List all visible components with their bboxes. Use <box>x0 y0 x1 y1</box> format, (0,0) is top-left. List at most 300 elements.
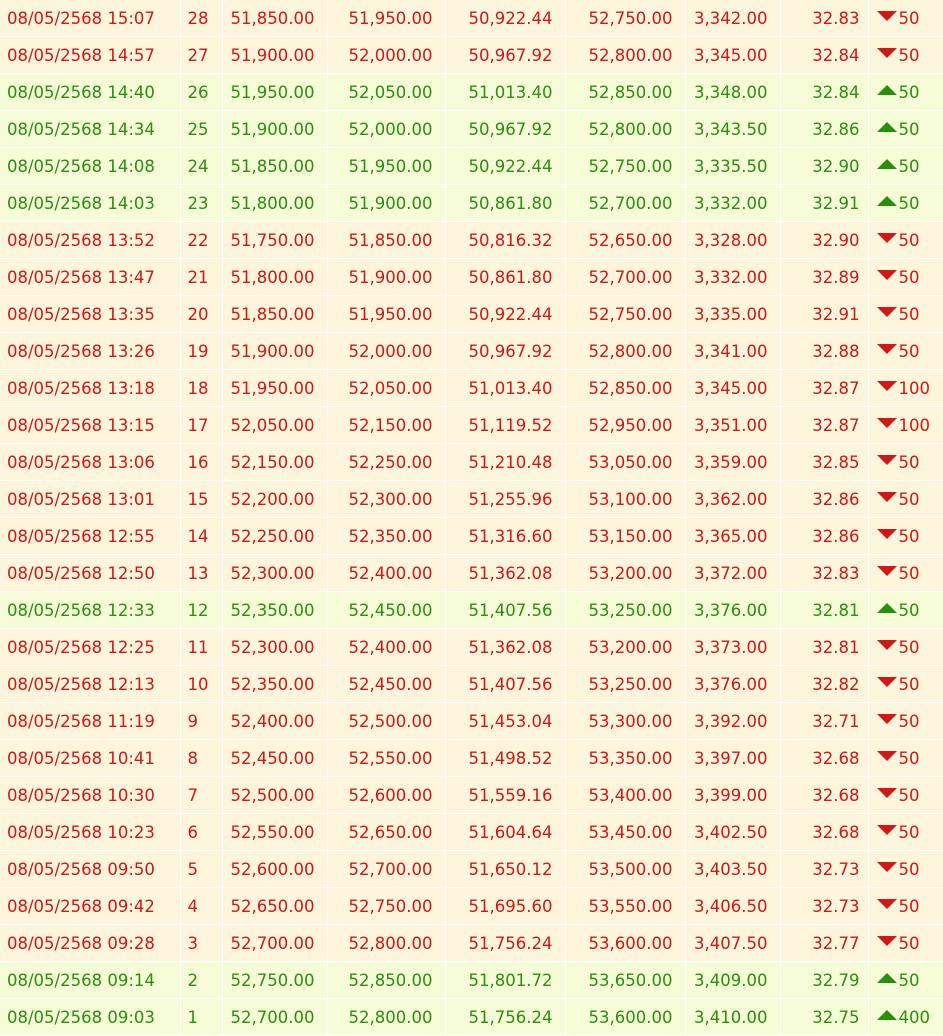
round-cell: 24 <box>180 148 222 185</box>
change-value: 50 <box>898 193 920 213</box>
price-cell-1: 52,700.00 <box>222 999 327 1036</box>
triangle-down-icon <box>877 825 897 835</box>
rate-cell: 32.86 <box>780 481 868 518</box>
round-cell: 7 <box>180 777 222 814</box>
price-cell-1: 52,700.00 <box>222 925 327 962</box>
triangle-down-icon <box>877 270 897 280</box>
datetime-cell: 08/05/2568 14:03 <box>0 185 180 222</box>
price-cell-2: 52,150.00 <box>327 407 445 444</box>
price-cell-4: 53,200.00 <box>565 629 685 666</box>
rate-cell: 32.83 <box>780 555 868 592</box>
round-cell: 25 <box>180 111 222 148</box>
change-value: 50 <box>898 563 920 583</box>
price-cell-1: 51,850.00 <box>222 296 327 333</box>
round-cell: 23 <box>180 185 222 222</box>
price-cell-2: 52,450.00 <box>327 592 445 629</box>
price-cell-2: 52,350.00 <box>327 518 445 555</box>
change-cell <box>868 703 943 740</box>
price-cell-1: 51,750.00 <box>222 222 327 259</box>
price-cell-3: 51,453.04 <box>445 703 565 740</box>
price-cell-3: 51,210.48 <box>445 444 565 481</box>
rate-cell: 32.75 <box>780 999 868 1036</box>
price-cell-4: 53,600.00 <box>565 999 685 1036</box>
rate-cell: 32.73 <box>780 851 868 888</box>
triangle-up-icon <box>877 122 897 132</box>
change-cell <box>868 962 943 999</box>
table-row <box>0 296 943 333</box>
rate-cell: 32.71 <box>780 703 868 740</box>
price-cell-1: 52,500.00 <box>222 777 327 814</box>
price-cell-1: 52,250.00 <box>222 518 327 555</box>
datetime-cell: 08/05/2568 14:40 <box>0 74 180 111</box>
price-cell-2: 51,900.00 <box>327 185 445 222</box>
price-cell-3: 51,604.64 <box>445 814 565 851</box>
price-cell-5: 3,365.00 <box>685 518 780 555</box>
datetime-cell: 08/05/2568 13:47 <box>0 259 180 296</box>
price-cell-1: 52,750.00 <box>222 962 327 999</box>
price-cell-4: 53,300.00 <box>565 703 685 740</box>
price-cell-3: 50,922.44 <box>445 148 565 185</box>
datetime-cell: 08/05/2568 12:25 <box>0 629 180 666</box>
table-row <box>0 777 943 814</box>
change-value: 50 <box>898 156 920 176</box>
rate-cell: 32.91 <box>780 185 868 222</box>
price-cell-1: 52,450.00 <box>222 740 327 777</box>
price-cell-2: 52,450.00 <box>327 666 445 703</box>
table-row <box>0 703 943 740</box>
change-cell <box>868 999 943 1036</box>
price-cell-1: 51,800.00 <box>222 185 327 222</box>
datetime-cell: 08/05/2568 15:07 <box>0 0 180 37</box>
datetime-cell: 08/05/2568 12:13 <box>0 666 180 703</box>
price-cell-2: 51,900.00 <box>327 259 445 296</box>
table-row <box>0 481 943 518</box>
price-cell-5: 3,372.00 <box>685 555 780 592</box>
round-cell: 28 <box>180 0 222 37</box>
change-value: 50 <box>898 304 920 324</box>
rate-cell: 32.89 <box>780 259 868 296</box>
table-row <box>0 407 943 444</box>
rate-cell: 32.85 <box>780 444 868 481</box>
datetime-cell: 08/05/2568 09:14 <box>0 962 180 999</box>
price-cell-5: 3,335.50 <box>685 148 780 185</box>
datetime-cell: 08/05/2568 12:33 <box>0 592 180 629</box>
rate-cell: 32.88 <box>780 333 868 370</box>
price-cell-1: 51,850.00 <box>222 0 327 37</box>
price-cell-4: 53,250.00 <box>565 592 685 629</box>
price-cell-4: 52,800.00 <box>565 111 685 148</box>
change-cell <box>868 370 943 407</box>
price-cell-3: 50,967.92 <box>445 333 565 370</box>
change-value: 50 <box>898 970 920 990</box>
change-value: 50 <box>898 526 920 546</box>
datetime-cell: 08/05/2568 10:23 <box>0 814 180 851</box>
change-value: 50 <box>898 230 920 250</box>
price-cell-3: 50,922.44 <box>445 296 565 333</box>
price-cell-5: 3,403.50 <box>685 851 780 888</box>
price-cell-3: 51,362.08 <box>445 629 565 666</box>
change-cell <box>868 185 943 222</box>
round-cell: 20 <box>180 296 222 333</box>
datetime-cell: 08/05/2568 10:41 <box>0 740 180 777</box>
triangle-up-icon <box>877 973 897 983</box>
datetime-cell: 08/05/2568 09:03 <box>0 999 180 1036</box>
triangle-down-icon <box>877 48 897 58</box>
price-cell-2: 51,950.00 <box>327 296 445 333</box>
rate-cell: 32.87 <box>780 370 868 407</box>
rate-cell: 32.81 <box>780 629 868 666</box>
triangle-down-icon <box>877 307 897 317</box>
round-cell: 2 <box>180 962 222 999</box>
change-value: 50 <box>898 82 920 102</box>
round-cell: 6 <box>180 814 222 851</box>
triangle-down-icon <box>877 455 897 465</box>
triangle-up-icon <box>877 85 897 95</box>
price-cell-3: 51,650.12 <box>445 851 565 888</box>
change-cell <box>868 111 943 148</box>
datetime-cell: 08/05/2568 10:30 <box>0 777 180 814</box>
price-cell-4: 53,400.00 <box>565 777 685 814</box>
datetime-cell: 08/05/2568 14:08 <box>0 148 180 185</box>
triangle-down-icon <box>877 751 897 761</box>
change-value: 50 <box>898 711 920 731</box>
price-cell-2: 52,600.00 <box>327 777 445 814</box>
price-cell-5: 3,406.50 <box>685 888 780 925</box>
price-cell-1: 51,900.00 <box>222 333 327 370</box>
table-row <box>0 111 943 148</box>
price-cell-2: 52,000.00 <box>327 37 445 74</box>
price-cell-5: 3,335.00 <box>685 296 780 333</box>
price-cell-5: 3,373.00 <box>685 629 780 666</box>
price-cell-4: 53,250.00 <box>565 666 685 703</box>
round-cell: 4 <box>180 888 222 925</box>
round-cell: 8 <box>180 740 222 777</box>
change-cell <box>868 851 943 888</box>
price-cell-2: 52,800.00 <box>327 999 445 1036</box>
round-cell: 11 <box>180 629 222 666</box>
triangle-up-icon <box>877 196 897 206</box>
change-value: 50 <box>898 748 920 768</box>
price-cell-5: 3,399.00 <box>685 777 780 814</box>
price-cell-3: 51,801.72 <box>445 962 565 999</box>
price-cell-5: 3,376.00 <box>685 592 780 629</box>
triangle-up-icon <box>877 159 897 169</box>
table-row <box>0 814 943 851</box>
price-cell-2: 52,850.00 <box>327 962 445 999</box>
datetime-cell: 08/05/2568 13:15 <box>0 407 180 444</box>
price-cell-1: 52,350.00 <box>222 666 327 703</box>
change-value: 50 <box>898 267 920 287</box>
round-cell: 10 <box>180 666 222 703</box>
price-cell-1: 51,900.00 <box>222 37 327 74</box>
datetime-cell: 08/05/2568 13:18 <box>0 370 180 407</box>
change-value: 100 <box>898 415 930 435</box>
change-cell <box>868 37 943 74</box>
change-value: 100 <box>898 378 930 398</box>
round-cell: 17 <box>180 407 222 444</box>
price-cell-5: 3,351.00 <box>685 407 780 444</box>
datetime-cell: 08/05/2568 13:06 <box>0 444 180 481</box>
rate-cell: 32.82 <box>780 666 868 703</box>
change-value: 50 <box>898 119 920 139</box>
price-cell-3: 50,922.44 <box>445 0 565 37</box>
price-cell-4: 53,450.00 <box>565 814 685 851</box>
change-value: 50 <box>898 933 920 953</box>
change-cell <box>868 148 943 185</box>
change-cell <box>868 592 943 629</box>
price-cell-3: 51,498.52 <box>445 740 565 777</box>
table-row <box>0 333 943 370</box>
price-cell-3: 51,756.24 <box>445 999 565 1036</box>
triangle-down-icon <box>877 640 897 650</box>
change-cell <box>868 814 943 851</box>
price-cell-3: 50,967.92 <box>445 111 565 148</box>
price-cell-4: 52,800.00 <box>565 333 685 370</box>
triangle-down-icon <box>877 11 897 21</box>
change-cell <box>868 259 943 296</box>
round-cell: 21 <box>180 259 222 296</box>
table-row <box>0 259 943 296</box>
price-cell-4: 52,850.00 <box>565 370 685 407</box>
round-cell: 12 <box>180 592 222 629</box>
table-row <box>0 222 943 259</box>
change-value: 50 <box>898 785 920 805</box>
change-value: 50 <box>898 637 920 657</box>
price-cell-2: 52,550.00 <box>327 740 445 777</box>
datetime-cell: 08/05/2568 09:42 <box>0 888 180 925</box>
change-cell <box>868 0 943 37</box>
table-row <box>0 666 943 703</box>
price-cell-1: 52,050.00 <box>222 407 327 444</box>
price-cell-5: 3,343.50 <box>685 111 780 148</box>
price-cell-5: 3,410.00 <box>685 999 780 1036</box>
table-row <box>0 962 943 999</box>
price-cell-4: 53,200.00 <box>565 555 685 592</box>
price-cell-2: 52,750.00 <box>327 888 445 925</box>
price-cell-2: 52,700.00 <box>327 851 445 888</box>
price-cell-1: 52,150.00 <box>222 444 327 481</box>
price-cell-4: 53,650.00 <box>565 962 685 999</box>
price-cell-4: 52,700.00 <box>565 185 685 222</box>
price-cell-2: 51,950.00 <box>327 0 445 37</box>
price-cell-5: 3,359.00 <box>685 444 780 481</box>
price-cell-3: 51,316.60 <box>445 518 565 555</box>
triangle-down-icon <box>877 862 897 872</box>
rate-cell: 32.83 <box>780 0 868 37</box>
triangle-down-icon <box>877 788 897 798</box>
change-value: 50 <box>898 600 920 620</box>
price-cell-4: 52,650.00 <box>565 222 685 259</box>
rate-cell: 32.73 <box>780 888 868 925</box>
rate-cell: 32.68 <box>780 777 868 814</box>
price-cell-3: 50,816.32 <box>445 222 565 259</box>
price-cell-4: 52,750.00 <box>565 0 685 37</box>
table-row <box>0 0 943 37</box>
change-value: 400 <box>898 1007 930 1027</box>
price-cell-3: 51,407.56 <box>445 666 565 703</box>
price-cell-2: 52,300.00 <box>327 481 445 518</box>
price-cell-2: 52,400.00 <box>327 629 445 666</box>
price-cell-4: 52,800.00 <box>565 37 685 74</box>
price-cell-4: 52,850.00 <box>565 74 685 111</box>
price-cell-2: 52,250.00 <box>327 444 445 481</box>
rate-cell: 32.90 <box>780 222 868 259</box>
price-cell-1: 52,300.00 <box>222 555 327 592</box>
table-row <box>0 37 943 74</box>
rate-cell: 32.87 <box>780 407 868 444</box>
price-cell-3: 51,013.40 <box>445 370 565 407</box>
change-cell <box>868 74 943 111</box>
change-cell <box>868 740 943 777</box>
price-cell-1: 52,650.00 <box>222 888 327 925</box>
price-cell-3: 51,362.08 <box>445 555 565 592</box>
change-value: 50 <box>898 45 920 65</box>
triangle-down-icon <box>877 566 897 576</box>
change-cell <box>868 518 943 555</box>
price-cell-4: 53,050.00 <box>565 444 685 481</box>
datetime-cell: 08/05/2568 14:34 <box>0 111 180 148</box>
datetime-cell: 08/05/2568 13:35 <box>0 296 180 333</box>
change-value: 50 <box>898 8 920 28</box>
round-cell: 5 <box>180 851 222 888</box>
round-cell: 18 <box>180 370 222 407</box>
table-row <box>0 555 943 592</box>
price-cell-5: 3,328.00 <box>685 222 780 259</box>
price-cell-2: 52,050.00 <box>327 370 445 407</box>
triangle-down-icon <box>877 418 897 428</box>
price-cell-5: 3,407.50 <box>685 925 780 962</box>
price-cell-3: 51,255.96 <box>445 481 565 518</box>
price-cell-1: 52,200.00 <box>222 481 327 518</box>
price-cell-2: 52,000.00 <box>327 333 445 370</box>
table-row <box>0 740 943 777</box>
price-cell-5: 3,348.00 <box>685 74 780 111</box>
table-row <box>0 370 943 407</box>
price-cell-1: 51,950.00 <box>222 74 327 111</box>
triangle-down-icon <box>877 381 897 391</box>
price-cell-3: 51,756.24 <box>445 925 565 962</box>
change-cell <box>868 481 943 518</box>
datetime-cell: 08/05/2568 12:55 <box>0 518 180 555</box>
triangle-down-icon <box>877 344 897 354</box>
price-cell-1: 52,600.00 <box>222 851 327 888</box>
round-cell: 14 <box>180 518 222 555</box>
change-cell <box>868 296 943 333</box>
price-cell-4: 53,550.00 <box>565 888 685 925</box>
rate-cell: 32.81 <box>780 592 868 629</box>
change-value: 50 <box>898 489 920 509</box>
triangle-down-icon <box>877 714 897 724</box>
change-value: 50 <box>898 674 920 694</box>
price-cell-1: 51,950.00 <box>222 370 327 407</box>
triangle-down-icon <box>877 233 897 243</box>
triangle-up-icon <box>877 603 897 613</box>
rate-cell: 32.68 <box>780 814 868 851</box>
datetime-cell: 08/05/2568 09:50 <box>0 851 180 888</box>
price-cell-5: 3,345.00 <box>685 37 780 74</box>
triangle-down-icon <box>877 899 897 909</box>
change-value: 50 <box>898 859 920 879</box>
round-cell: 3 <box>180 925 222 962</box>
rate-cell: 32.91 <box>780 296 868 333</box>
price-cell-2: 52,800.00 <box>327 925 445 962</box>
table-row <box>0 444 943 481</box>
price-cell-4: 53,100.00 <box>565 481 685 518</box>
price-cell-5: 3,409.00 <box>685 962 780 999</box>
price-cell-5: 3,397.00 <box>685 740 780 777</box>
price-cell-2: 52,500.00 <box>327 703 445 740</box>
price-cell-5: 3,341.00 <box>685 333 780 370</box>
price-cell-2: 52,650.00 <box>327 814 445 851</box>
table-row <box>0 888 943 925</box>
price-cell-3: 50,861.80 <box>445 185 565 222</box>
price-cell-4: 53,350.00 <box>565 740 685 777</box>
rate-cell: 32.86 <box>780 518 868 555</box>
triangle-down-icon <box>877 492 897 502</box>
price-cell-4: 53,500.00 <box>565 851 685 888</box>
change-cell <box>868 407 943 444</box>
round-cell: 13 <box>180 555 222 592</box>
change-cell <box>868 333 943 370</box>
round-cell: 22 <box>180 222 222 259</box>
datetime-cell: 08/05/2568 13:52 <box>0 222 180 259</box>
datetime-cell: 08/05/2568 13:01 <box>0 481 180 518</box>
round-cell: 16 <box>180 444 222 481</box>
datetime-cell: 08/05/2568 14:57 <box>0 37 180 74</box>
change-value: 50 <box>898 822 920 842</box>
change-cell <box>868 222 943 259</box>
price-cell-1: 52,300.00 <box>222 629 327 666</box>
price-cell-3: 51,695.60 <box>445 888 565 925</box>
price-cell-3: 51,013.40 <box>445 74 565 111</box>
change-cell <box>868 555 943 592</box>
change-cell <box>868 666 943 703</box>
round-cell: 15 <box>180 481 222 518</box>
change-cell <box>868 629 943 666</box>
price-cell-5: 3,362.00 <box>685 481 780 518</box>
table-row <box>0 999 943 1036</box>
price-cell-2: 52,050.00 <box>327 74 445 111</box>
datetime-cell: 08/05/2568 13:26 <box>0 333 180 370</box>
table-row <box>0 629 943 666</box>
rate-cell: 32.84 <box>780 74 868 111</box>
price-cell-2: 51,850.00 <box>327 222 445 259</box>
price-cell-2: 52,000.00 <box>327 111 445 148</box>
price-cell-5: 3,402.50 <box>685 814 780 851</box>
price-cell-3: 50,967.92 <box>445 37 565 74</box>
price-cell-5: 3,376.00 <box>685 666 780 703</box>
round-cell: 27 <box>180 37 222 74</box>
price-cell-5: 3,332.00 <box>685 259 780 296</box>
triangle-up-icon <box>877 1010 897 1020</box>
change-cell <box>868 777 943 814</box>
price-cell-4: 53,600.00 <box>565 925 685 962</box>
table-row <box>0 74 943 111</box>
rate-cell: 32.68 <box>780 740 868 777</box>
price-cell-2: 51,950.00 <box>327 148 445 185</box>
change-value: 50 <box>898 452 920 472</box>
table-row <box>0 148 943 185</box>
rate-cell: 32.79 <box>780 962 868 999</box>
change-cell <box>868 888 943 925</box>
datetime-cell: 08/05/2568 12:50 <box>0 555 180 592</box>
price-cell-4: 52,700.00 <box>565 259 685 296</box>
rate-cell: 32.86 <box>780 111 868 148</box>
price-cell-5: 3,392.00 <box>685 703 780 740</box>
change-value: 50 <box>898 341 920 361</box>
price-cell-1: 52,350.00 <box>222 592 327 629</box>
price-cell-1: 51,850.00 <box>222 148 327 185</box>
